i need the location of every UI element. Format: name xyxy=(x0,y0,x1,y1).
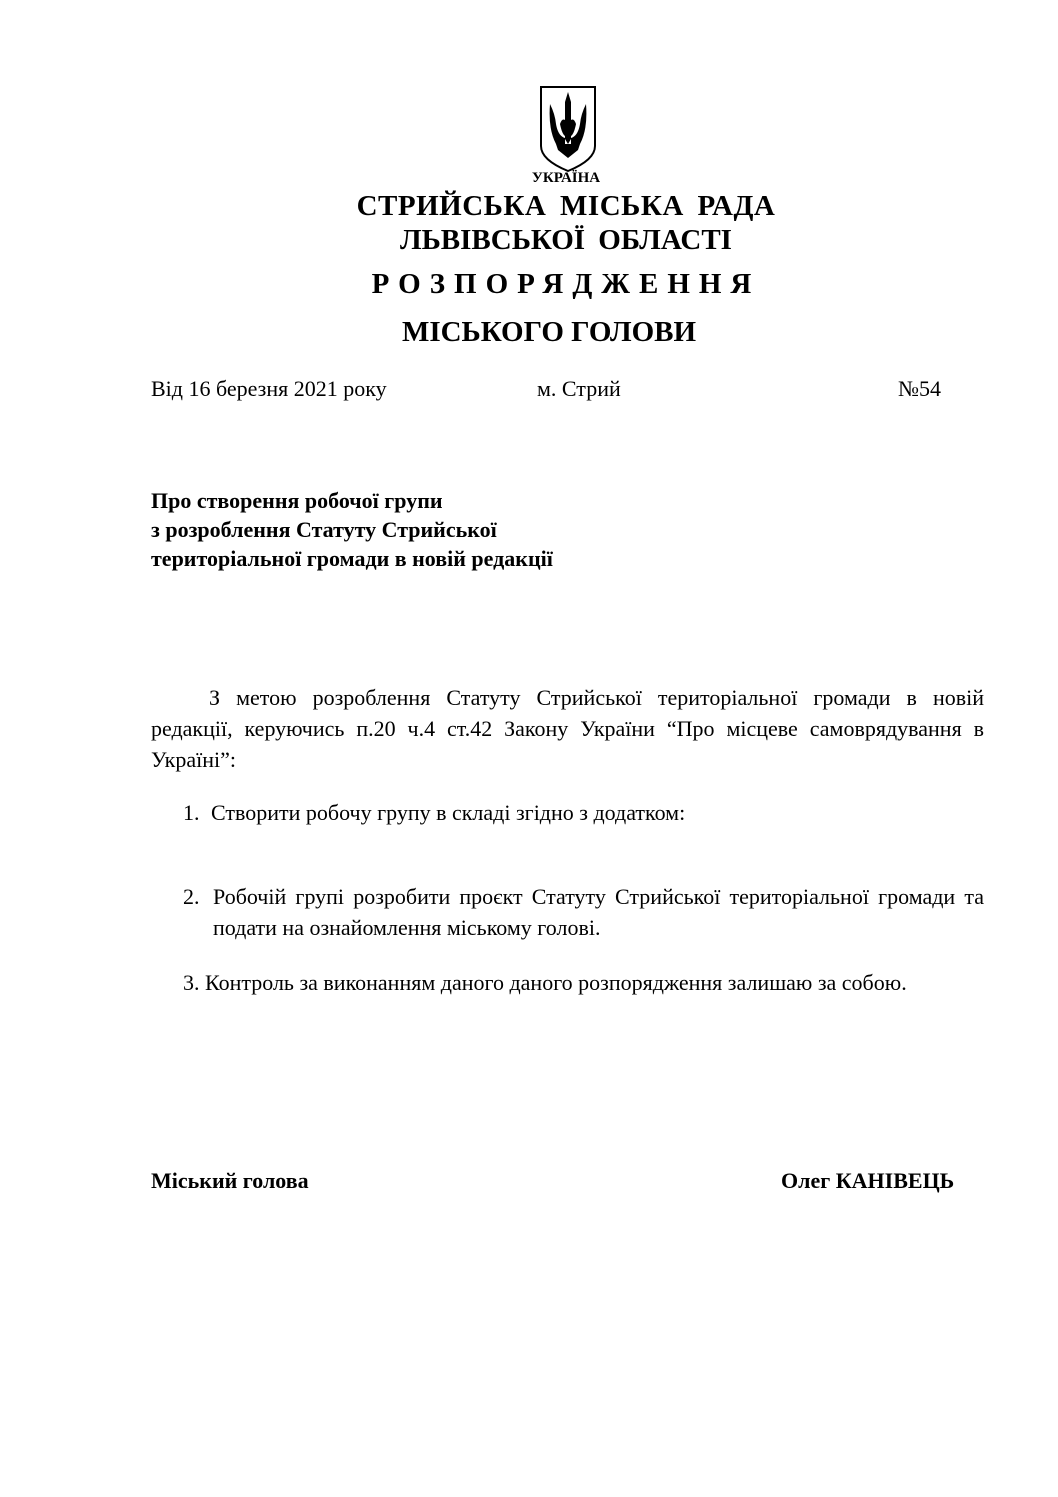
document-subject xyxy=(151,486,553,573)
country-label: УКРАЇНА xyxy=(531,170,601,186)
subject-line: з розроблення Статуту Стрийської xyxy=(151,517,497,542)
item-text: Контроль за виконанням даного даного розпорядження залишаю за собою. xyxy=(205,970,907,995)
coat-of-arms-icon xyxy=(538,84,598,174)
document-city: м. Стрий xyxy=(537,376,621,401)
item-number: 3. xyxy=(183,970,200,995)
list-item xyxy=(151,967,984,998)
subject-line: Про створення робочої групи xyxy=(151,488,443,513)
document-subtype: МІСЬКОГО ГОЛОВИ xyxy=(401,316,697,348)
list-item xyxy=(151,797,984,828)
council-name: СТРИЙСЬКА МІСЬКА РАДА xyxy=(356,190,776,222)
signatory-position: Міський голова xyxy=(151,1168,309,1193)
oblast-name: ЛЬВІВСЬКОЇ ОБЛАСТІ xyxy=(400,224,732,256)
document-date: Від 16 березня 2021 року xyxy=(151,376,387,401)
item-text: Створити робочу групу в складі згідно з додатком: xyxy=(211,800,686,825)
item-number: 1. xyxy=(183,800,200,825)
item-text: Робочій групі розробити проєкт Статуту Стрийської територіальної громади та подати на ознайомлення міському голові. xyxy=(213,884,984,940)
document-type: РОЗПОРЯДЖЕННЯ xyxy=(371,268,761,300)
signatory-name: Олег КАНІВЕЦЬ xyxy=(781,1168,955,1193)
list-item xyxy=(183,881,984,943)
item-number: 2. xyxy=(183,884,200,909)
preamble-paragraph: З метою розроблення Статуту Стрийської територіальної громади в новій редакції, керуючись п.20 ч.4 ст.42 Закону України “Про місцеве самоврядування в Україні”: xyxy=(151,685,984,772)
document-number: №54 xyxy=(898,376,941,401)
subject-line: територіальної громади в новій редакції xyxy=(151,546,553,571)
